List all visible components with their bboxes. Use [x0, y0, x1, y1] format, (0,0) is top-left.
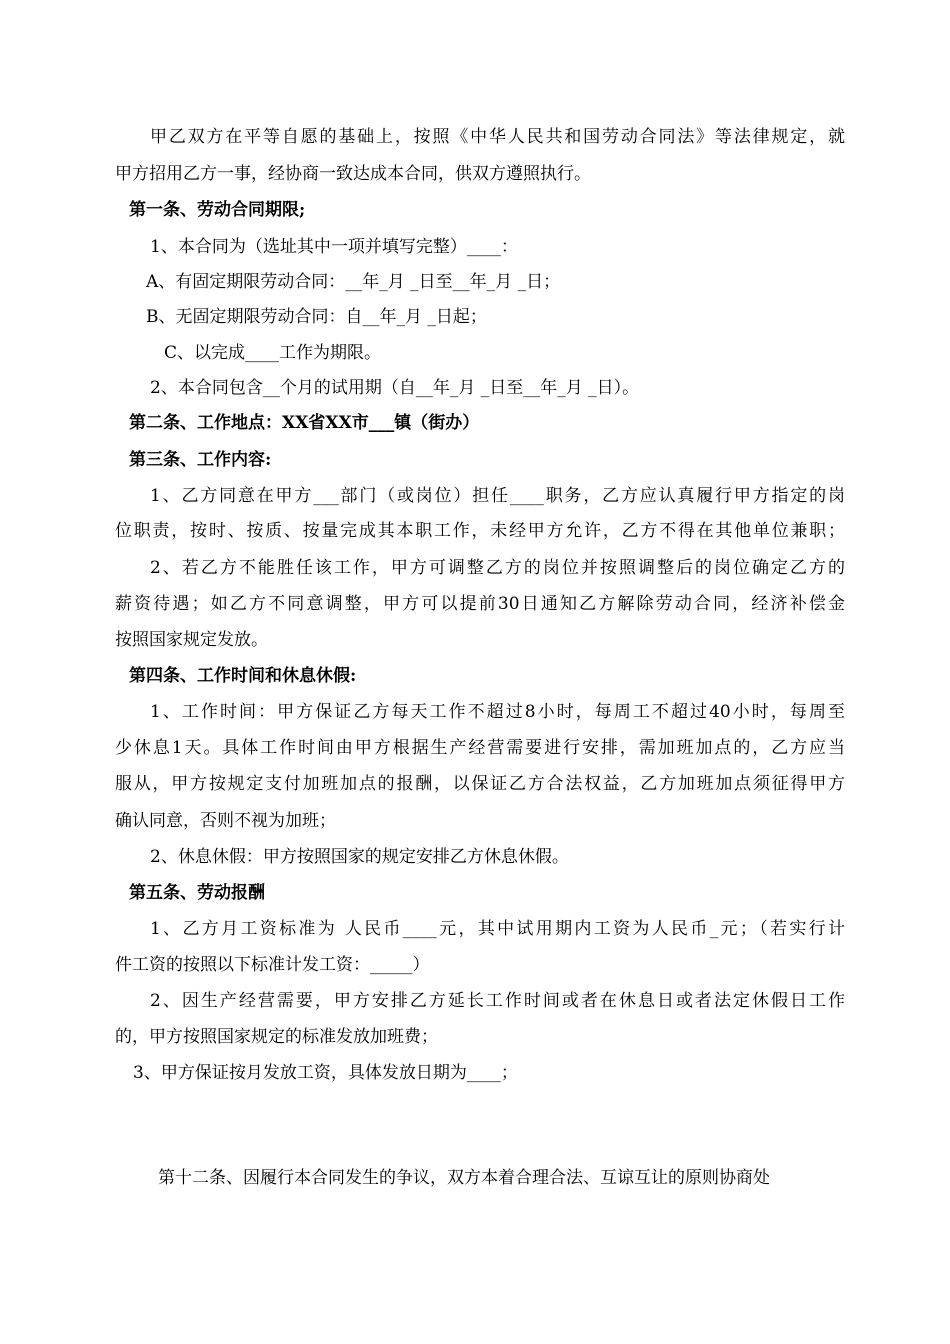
- article-1-option-c: C、以完成____工作为期限。: [164, 343, 382, 363]
- article-5-heading: 第五条、劳动报酬: [129, 883, 265, 903]
- article-2-heading: 第二条、工作地点：XX省XX市___镇（街办）: [129, 413, 480, 433]
- article-1-option-a: A、有固定期限劳动合同：__年_月 _日至__年_月 _日；: [146, 272, 561, 292]
- article-3-clause-2-line-1: 2、若乙方不能胜任该工作，甲方可调整乙方的岗位并按照调整后的岗位确定乙方的: [150, 558, 845, 578]
- article-4-clause-1-line-2: 少休息1天。具体工作时间由甲方根据生产经营需要进行安排，需加班加点的，乙方应当: [115, 738, 845, 758]
- article-1-clause-2: 2、本合同包含__个月的试用期（自__年_月 _日至__年_月 _日）。: [150, 378, 640, 398]
- article-5-clause-2-line-2: 的，甲方按照国家规定的标准发放加班费；: [115, 1027, 438, 1047]
- article-5-clause-1-line-2: 件工资的按照以下标准计发工资：_____）: [115, 955, 430, 975]
- article-5-clause-2-line-1: 2、因生产经营需要，甲方安排乙方延长工作时间或者在休息日或者法定休假日工作: [150, 991, 845, 1011]
- article-5-clause-3: 3、甲方保证按月发放工资，具体发放日期为____；: [133, 1063, 518, 1083]
- article-3-clause-2-line-3: 按照国家规定发放。: [115, 630, 268, 650]
- article-4-clause-1-line-3: 服从，甲方按规定支付加班加点的报酬，以保证乙方合法权益，乙方加班加点须征得甲方: [115, 774, 845, 794]
- preamble-line-1: 甲乙双方在平等自愿的基础上，按照《中华人民共和国劳动合同法》等法律规定，就: [150, 127, 845, 147]
- article-3-heading: 第三条、工作内容:: [129, 450, 272, 470]
- article-4-clause-1-line-1: 1、工作时间：甲方保证乙方每天工作不超过8小时，每周工不超过40小时，每周至: [150, 702, 845, 722]
- article-1-heading: 第一条、劳动合同期限;: [129, 200, 306, 220]
- article-4-clause-1-line-4: 确认同意，否则不视为加班；: [115, 811, 336, 831]
- article-4-clause-2: 2、休息休假：甲方按照国家的规定安排乙方休息休假。: [150, 847, 569, 867]
- article-12-line-1: 第十二条、因履行本合同发生的争议，双方本着合理合法、互谅互让的原则协商处: [158, 1168, 770, 1188]
- preamble-line-2: 甲方招用乙方一事，经协商一致达成本合同，供双方遵照执行。: [115, 164, 591, 184]
- article-1-clause-1: 1、本合同为（选址其中一项并填写完整）____：: [150, 237, 518, 257]
- article-3-clause-1-line-2: 位职责，按时、按质、按量完成其本职工作，未经甲方允许，乙方不得在其他单位兼职；: [115, 521, 845, 541]
- article-3-clause-2-line-2: 薪资待遇；如乙方不同意调整，甲方可以提前30日通知乙方解除劳动合同，经济补偿金: [115, 594, 845, 614]
- article-5-clause-1-line-1: 1、乙方月工资标准为 人民币____元，其中试用期内工资为人民币_元；（若实行计: [150, 919, 845, 939]
- article-1-option-b: B、无固定期限劳动合同：自__年_月 _日起；: [146, 307, 487, 327]
- article-4-heading: 第四条、工作时间和休息休假:: [129, 666, 357, 686]
- article-3-clause-1-line-1: 1、乙方同意在甲方___部门（或岗位）担任____职务，乙方应认真履行甲方指定的岗: [150, 486, 845, 506]
